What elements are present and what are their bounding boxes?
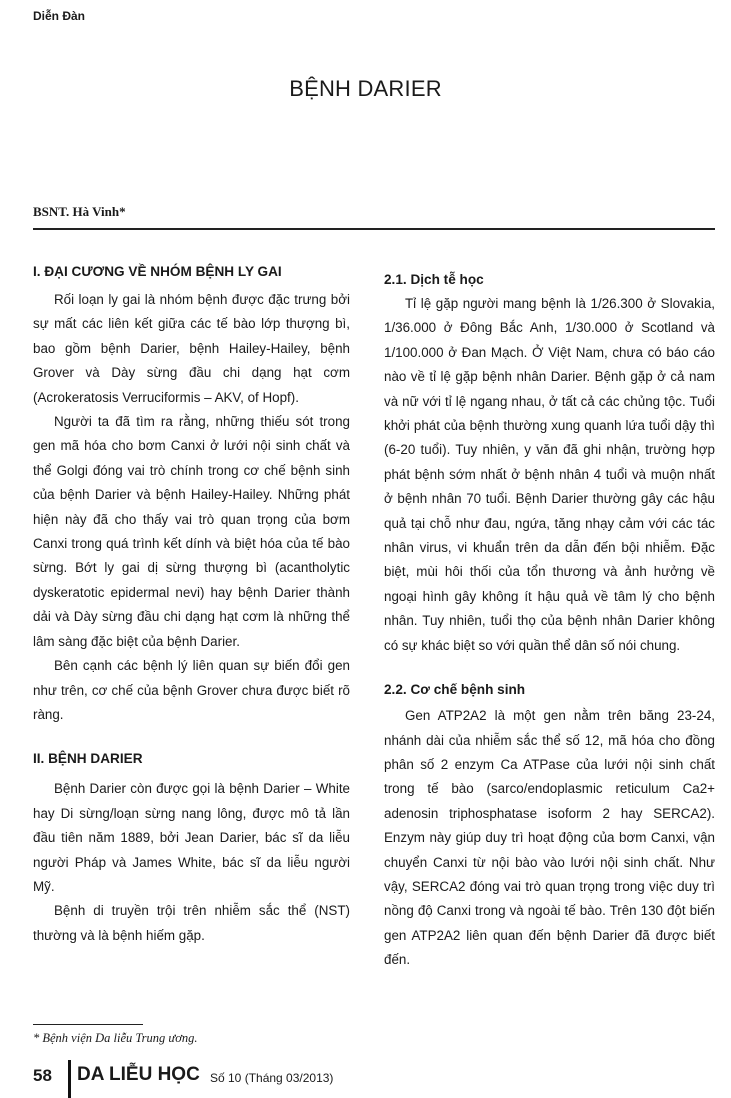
left-column: [33, 262, 350, 948]
section-label: Diễn Đàn: [33, 9, 86, 23]
heading-general: I. ĐẠI CƯƠNG VỀ NHÓM BỆNH LY GAI: [33, 264, 282, 279]
paragraph: Tỉ lệ gặp người mang bệnh là 1/26.300 ở Slovakia, 1/36.000 ở Đông Bắc Anh, 1/30.000 ở Scotland và 1/100.000 ở Đan Mạch. Ở Việt Nam, chưa có báo cáo nào về tỉ lệ gặp bệnh nhân Darier. Bệnh gặp ở cả nam và nữ với tỉ lệ ngang nhau, ở tất cả các chủng tộc. Tuổi khởi phát của bệnh thường xung quanh lứa tuổi dậy thì (6-20 tuổi). Tuy nhiên, y văn đã ghi nhận, trường hợp phát bệnh sớm nhất ở bệnh nhân 4 tuổi và muộn nhất ở bệnh nhân 70 tuổi. Bệnh Darier thường gây các hậu quả tại chỗ như đau, ngứa, tăng nhạy cảm với các tác nhân virus, vi khuẩn trên da dẫn đến bội nhiễm. Đặc biệt, mùi hôi thối của tổn thương và ảnh hưởng về ngoại hình gây không ít hậu quả về tâm lý cho bệnh nhân. Tuy nhiên, tuổi thọ của bệnh nhân Darier không có sự khác biệt so với quần thể dân số nói chung.: [384, 296, 715, 653]
right-column: [384, 270, 715, 973]
heading-pathogenesis: 2.2. Cơ chế bệnh sinh: [384, 682, 526, 698]
paragraph: Rối loạn ly gai là nhóm bệnh được đặc trưng bởi sự mất các liên kết giữa các tế bào lớp thượng bì, bao gồm bệnh Darier, bệnh Hailey-Hailey, bệnh Grover và Dày sừng đầu chi dạng hạt cơm (Acrokeratosis Verruciformis – AKV, of Hopf).: [33, 292, 350, 405]
paragraph: Bên cạnh các bệnh lý liên quan sự biến đổi gen như trên, cơ chế của bệnh Grover chưa được biết rõ ràng.: [33, 658, 350, 722]
journal-issue: Số 10 (Tháng 03/2013): [210, 1071, 334, 1085]
paragraph: Bệnh Darier còn được gọi là bệnh Darier – White hay Di sừng/loạn sừng nang lông, được mô tả lần đầu tiên năm 1889, bởi Jean Darier, bác sĩ da liễu người Pháp và James White, bác sĩ da liễu người Mỹ.: [33, 781, 350, 894]
journal-name: DA LIỄU HỌC: [77, 1064, 200, 1085]
paragraph: Gen ATP2A2 là một gen nằm trên băng 23-24, nhánh dài của nhiễm sắc thể số 12, mã hóa cho đồng phân số 2 enzym Ca ATPase của lưới nội sinh chất trong tế bào (sarco/endoplasmic reticulum Ca2+ adenosin triphosphatase isoform 2 hay SERCA2). Enzym này giúp duy trì hoạt động của bơm Canxi, vận chuyển Canxi từ nội bào vào lưới nội sinh chất. Như vậy, SERCA2 đóng vai trò quan trọng trong việc duy trì nồng độ Canxi trong và ngoài tế bào. Trên 130 đột biến gen ATP2A2 liên quan đến bệnh Darier đã được biết đến.: [384, 708, 715, 968]
heading-darier: II. BỆNH DARIER: [33, 751, 143, 767]
footer-bar: [68, 1060, 71, 1098]
article-title: BỆNH DARIER: [289, 76, 442, 101]
header-divider: [33, 228, 715, 230]
footnote-divider: [33, 1024, 143, 1025]
author: BSNT. Hà Vinh*: [33, 204, 126, 219]
paragraph: Bệnh di truyền trội trên nhiễm sắc thể (NST) thường và là bệnh hiếm gặp.: [33, 903, 350, 943]
heading-epidemiology: 2.1. Dịch tễ học: [384, 272, 484, 287]
footnote: * Bệnh viện Da liễu Trung ương.: [33, 1031, 198, 1045]
page-number: 58: [33, 1066, 52, 1085]
paragraph: Người ta đã tìm ra rằng, những thiếu sót trong gen mã hóa cho bơm Canxi ở lưới nội sinh chất và thể Golgi đóng vai trò chính trong cơ chế bệnh sinh của bệnh Darier và bệnh Hailey-Hailey. Những phát hiện này đã cho thấy vai trò quan trọng của bơm Canxi trong quá trình kết dính và biệt hóa của tế bào sừng. Bớt ly gai dị sừng thượng bì (acantholytic dyskeratotic epidermal nevi) hay bệnh Darier thành dải và Dày sừng đầu chi dạng hạt cơm là những thể lâm sàng đặc biệt của bệnh Darier.: [33, 414, 350, 649]
